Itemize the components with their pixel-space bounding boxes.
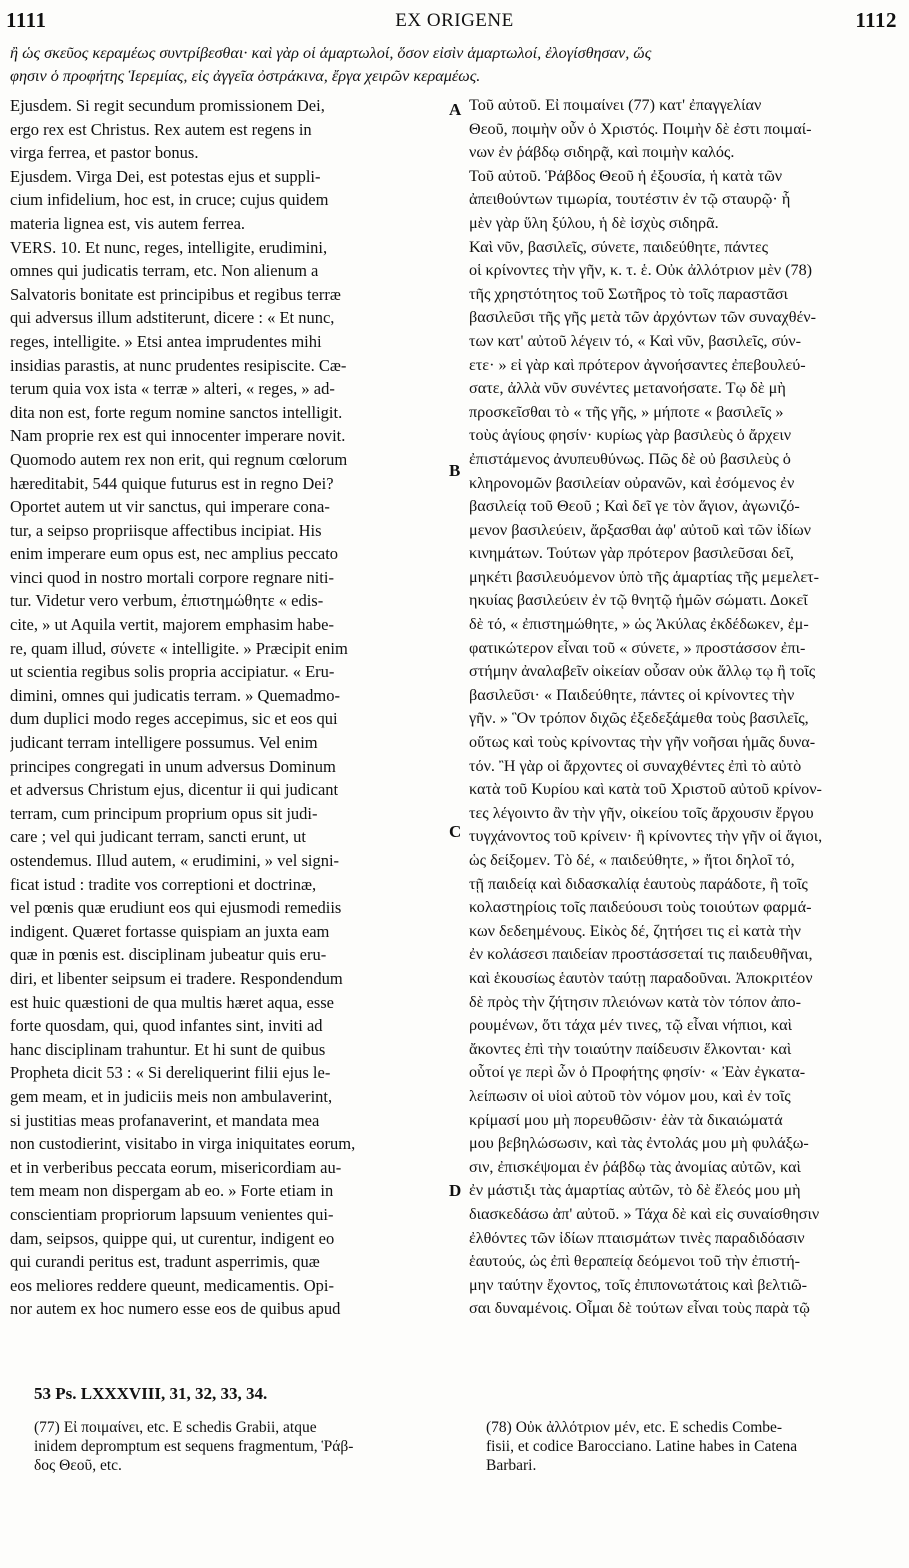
editorial-note-77 [34, 1418, 444, 1475]
text-line: Nam proprie rex est qui innocenter imperare novit. [10, 426, 346, 446]
text-line: dimini, omnes qui judicatis terram. » Quemadmo- [10, 685, 340, 705]
text-line: τῇ παιδείᾳ καὶ διδασκαλίᾳ ἑαυτοὺς παράδοτε, ἢ τοῖς [469, 874, 808, 893]
text-line: νων ἐν ῥάβδῳ σιδηρᾷ, καὶ ποιμὴν καλός. [469, 143, 735, 162]
text-line: φατικώτερον εἶναι τοῦ « σύνετε, » προστάσσον ἐπι- [469, 638, 806, 657]
text-line: judicant terram intelligere possumus. Vel enim [10, 733, 318, 753]
text-line: Salvatoris bonitate est principibus et regibus terræ [10, 284, 341, 304]
text-line: ἀπειθούντων τιμωρία, τουτέστιν ἐν τῷ σταυρῷ· ἧ [469, 190, 791, 209]
text-line: tem meam non dispergam ab eo. » Forte etiam in [10, 1181, 334, 1201]
text-line: στήμην ἀναλαβεῖν οἰκείαν οὖσαν οὐκ ἄλλῳ τῳ ἢ τοῖς [469, 662, 816, 681]
text-line: μου βεβηλώσωσιν, καὶ τὰς ἐντολάς μου μὴ φυλάξω- [469, 1134, 809, 1153]
text-line: κληρονομῶν βασιλείαν οὐρανῶν, καὶ ἐσόμενος ἐν [469, 473, 795, 492]
text-line: ἐπιστάμενος ἀνυπευθύνως. Πῶς δὲ οὐ βασιλεὺς ὁ [469, 449, 791, 468]
text-line: Θεοῦ, ποιμὴν οὖν ὁ Χριστός. Ποιμὴν δὲ ἐστι ποιμαί- [469, 119, 812, 138]
text-line: οὕτως καὶ τοὺς κρίνοντας τὴν γῆν νοῆσαι ἡμᾶς δυνα- [469, 733, 816, 752]
text-line: ἐλθόντες τῶν ἰδίων πταισμάτων τινὲς παραδιδόασιν [469, 1228, 805, 1247]
text-line: ficat istud : tradite vos correptioni et doctrinæ, [10, 874, 317, 894]
text-line: qui adversus illum adstiterunt, dicere : « Et nunc, [10, 308, 335, 328]
page-number-right: 1112 [855, 8, 897, 32]
text-line: ἐν κολάσεσι παιδείαν προστάσσεταί τις παιδευθῆναι, [469, 945, 813, 964]
text-line: cium infidelium, hoc est, in cruce; cujus quidem [10, 190, 329, 210]
note-line: δος Θεοῦ, etc. [34, 1457, 122, 1474]
text-line: ὡς δείξομεν. Τὸ δέ, « παιδεύθητε, » ἤτοι δηλοῖ τό, [469, 851, 795, 869]
text-line: quæ in pœnis est. disciplinam jubeatur quis eru- [10, 945, 327, 965]
text-line: et adversus Christum ejus, dicentur ii qui judicant [10, 780, 339, 800]
editorial-note-78 [486, 1418, 896, 1475]
text-line: γῆν. » Ὃν τρόπον διχῶς ἐξεδεξάμεθα τοὺς βασιλεῖς, [469, 709, 809, 728]
text-line: μενον βασιλεύειν, ἄρξασθαι ἀφ' αὐτοῦ καὶ τῶν ἰδίων [469, 520, 811, 539]
text-line: κινημάτων. Τούτων γὰρ πρότερον βασιλεῦσαι δεῖ, [469, 544, 794, 563]
text-line: dam, seipsos, quippe qui, ut curentur, indigent eo [10, 1228, 335, 1248]
text-line: indigent. Quæret fortasse quispiam an juxta eam [10, 921, 330, 941]
text-line: virga ferrea, et pastor bonus. [10, 143, 199, 163]
text-line: τῆς χρηστότητος τοῦ Σωτῆρος τὸ τοῖς παραστᾶσι [469, 284, 788, 303]
text-line: βασιλεῦσι· « Παιδεύθητε, πάντες οἱ κρίνοντες τὴν [469, 685, 795, 704]
note-line: inidem depromptum est sequens fragmentum, Ῥάβ- [34, 1438, 354, 1455]
scripture-footnote: 53 Ps. LXXXVIII, 31, 32, 33, 34. [34, 1384, 268, 1403]
running-title: EX ORIGENE [395, 10, 514, 31]
text-line: enim imperare eum opus est, nec amplius peccato [10, 544, 339, 564]
text-line: Ejusdem. Virga Dei, est potestas ejus et suppli- [10, 166, 321, 186]
text-line: vel pœnis quæ erudiunt eos qui ejusmodi remediis [10, 898, 342, 918]
greek-column [469, 94, 894, 1321]
text-line: Oportet autem ut vir sanctus, qui imperare cona- [10, 497, 330, 517]
text-line: materia lignea est, vis autem ferrea. [10, 213, 246, 233]
text-line: οὗτοί γε περὶ ὧν ὁ Προφήτης φησίν· « Ἐὰν ἐγκατα- [469, 1063, 806, 1082]
text-line: principes congregati in unum adversus Dominum [10, 756, 336, 776]
text-line: conscientiam propriorum lapsuum venientes qui- [10, 1204, 334, 1224]
text-line: vinci quod in nostro mortali corpore regnare niti- [10, 567, 334, 587]
text-line: ρουμένων, ὅτι τάχα μέν τινες, τῷ εἶναι νήπιοι, καὶ [469, 1016, 792, 1035]
text-line: βασιλεῦσι τῆς γῆς μετὰ τῶν ἀρχόντων τῶν συναχθέν- [469, 308, 816, 327]
text-line: κων δεδεημένους. Εἰκὸς δέ, ζητήσει τις εἰ κατὰ τὴν [469, 921, 801, 940]
text-line: qui curandi peritus est, tradunt asperrimis, quæ [10, 1252, 320, 1272]
text-line: Propheta dicit 53 : « Si dereliquerint filii ejus le- [10, 1063, 331, 1083]
text-line: care ; vel qui judicant terram, sancti erunt, ut [10, 827, 306, 847]
text-line: μὲν γὰρ ὕλη ξύλου, ἡ δὲ ἰσχὺς σιδηρᾶ. [469, 213, 719, 232]
text-line: δὲ τό, « ἐπιστημώθητε, » ὡς Ἀκύλας ἐκδέδωκεν, ἐμ- [469, 615, 809, 634]
text-line: eos meliores reddere queunt, medicamentis. Opi- [10, 1275, 334, 1295]
text-line: hæreditabit, 544 quique futurus est in regno Dei? [10, 473, 334, 493]
text-line: τοὺς ἁγίους φησίν· κυρίως γὰρ βασιλεὺς ὁ ἄρχειν [469, 426, 792, 445]
text-line: σατε, ἀλλὰ νῦν συνέντες μετανοήσατε. Τῳ δὲ μὴ [469, 379, 786, 398]
text-line: μηκέτι βασιλευόμενον ὑπὸ τῆς ἁμαρτίας τῆς μεμελετ- [469, 567, 820, 586]
note-line: (78) Οὐκ ἀλλότριον μέν, etc. E schedis Combe- [486, 1419, 783, 1436]
text-line: terram, cum principum proprium opus sit judi- [10, 803, 318, 823]
text-line: et in verberibus peccata eorum, misericordiam au- [10, 1157, 342, 1177]
text-line: των κατ' αὐτοῦ λέγειν τό, « Καὶ νῦν, βασιλεῖς, σύν- [469, 331, 801, 350]
text-line: προσκεῖσθαι τὸ « τῆς γῆς, » μήποτε « βασιλεῖς » [469, 402, 784, 421]
text-line: ετε· » εἰ γὰρ καὶ πρότερον ἀγνοήσαντες ἐπεβουλεύ- [469, 355, 806, 374]
note-line: fisii, et codice Barocciano. Latine habes in Catena [486, 1438, 798, 1455]
text-line: forte quosdam, qui, quod infantes sint, inviti ad [10, 1016, 323, 1036]
text-line: tur. Videtur vero verbum, ἐπιστημώθητε « edis- [10, 591, 324, 611]
text-line: φησιν ὁ προφήτης Ἱερεμίας, εἰς ἀγγεῖα ὀστράκινα, ἔργα χειρῶν κεραμέως. [10, 67, 481, 85]
text-line: Τοῦ αὐτοῦ. Ῥάβδος Θεοῦ ἡ ἐξουσία, ἡ κατὰ τῶν [469, 166, 783, 185]
text-line: Καὶ νῦν, βασιλεῖς, σύνετε, παιδεύθητε, πάντες [469, 237, 769, 256]
text-line: hanc disciplinam trahuntur. Et hi sunt de quibus [10, 1039, 326, 1059]
text-line: Τοῦ αὐτοῦ. Εἰ ποιμαίνει (77) κατ' ἐπαγγελίαν [469, 96, 762, 114]
text-line: διασκεδάσω ἀπ' αὐτοῦ. » Τάχα δὲ καὶ εἰς συναίσθησιν [469, 1204, 820, 1223]
text-line: ηκυίας βασιλεύειν ἐν τῷ θνητῷ ἡμῶν σώματι. Δοκεῖ [469, 591, 808, 610]
text-line: dum duplici modo reges accepimus, sic et eos qui [10, 709, 338, 729]
margin-letter-b: B [449, 461, 461, 480]
text-line: τυγχάνοντος τοῦ κρίνειν· ἢ κρίνοντες τὴν γῆν οἱ ἅγιοι, [469, 827, 823, 846]
text-line: terum quia vox ista « terræ » alteri, « reges, » ad- [10, 379, 335, 399]
text-line: ostendemus. Illud autem, « erudimini, » vel signi- [10, 851, 340, 870]
text-line: gem meam, et in judiciis meis non ambulaverint, [10, 1086, 333, 1106]
greek-continuation [10, 42, 895, 88]
text-line: σαι δυναμένοις. Οἶμαι δὲ τούτων εἶναι τοὺς παρὰ τῷ [469, 1299, 810, 1318]
note-line: Barbari. [486, 1457, 537, 1474]
text-line: Quomodo autem rex non erit, qui regnum cœlorum [10, 449, 348, 469]
text-line: ἐν μάστιξι τὰς ἁμαρτίας αὐτῶν, τὸ δὲ ἔλεός μου μὴ [469, 1181, 801, 1200]
text-line: insidias parastis, at nunc prudentes resipiscite. Cæ- [10, 355, 347, 375]
text-line: ἄκοντες ἐπὶ τὴν τοιαύτην παίδευσιν ἕλκονται· καὶ [469, 1039, 792, 1058]
text-line: σιν, ἐπισκέψομαι ἐν ῥάβδῳ τὰς ἀνομίας αὐτῶν, καὶ [469, 1157, 801, 1176]
text-line: VERS. 10. Et nunc, reges, intelligite, erudimini, [10, 237, 328, 257]
text-line: λείπωσιν οἱ υἱοὶ αὐτοῦ τὸν νόμον μου, καὶ ἐν τοῖς [469, 1086, 791, 1105]
text-line: κολαστηρίοις τοῖς παιδεύουσι τοὺς τοιούτων φαρμά- [469, 898, 812, 917]
text-line: omnes qui judicatis terram, etc. Non alienum a [10, 261, 319, 281]
note-line: (77) Εἰ ποιμαίνει, etc. E schedis Grabii, atque [34, 1419, 317, 1436]
text-line: Ejusdem. Si regit secundum promissionem Dei, [10, 96, 325, 115]
page-header [0, 0, 909, 40]
text-line: καὶ ἑκουσίως ἑαυτὸν ταύτῃ παραδοῦναι. Ἀποκριτέον [469, 968, 813, 987]
text-line: est huic quæstioni de qua multis hæret aqua, esse [10, 992, 334, 1012]
text-line: μην ταύτην ἔχοντος, τοῖς ἐπιπονωτάτοις καὶ βελτιῶ- [469, 1275, 808, 1294]
text-line: κρίμασί μου μὴ πορευθῶσιν· ἐὰν τὰ δικαιώματά [469, 1110, 783, 1129]
margin-letter-c: C [449, 822, 462, 841]
margin-letter-d: D [449, 1181, 462, 1200]
text-line: βασιλείᾳ τοῦ Θεοῦ ; Καὶ δεῖ γε τὸν ἅγιον, ἀγωνιζό- [469, 497, 800, 516]
text-line: τόν. Ἢ γὰρ οἱ ἄρχοντες οἱ συναχθέντες ἐπὶ τὸ αὐτὸ [469, 756, 802, 775]
text-line: τες λέγοιντο ἂν τὴν γῆν, οἰκείου τοῖς ἄρχουσιν ἔργου [469, 803, 814, 822]
text-line: ἢ ὡς σκεῦος κεραμέως συντρίβεσθαι· καὶ γὰρ οἱ ἁμαρτωλοί, ὅσον εἰσὶν ἁμαρτωλοί, ἐλογίσθησαν, ὥς [10, 44, 652, 62]
text-line: cite, » ut Aquila vertit, majorem emphasim habe- [10, 615, 334, 635]
margin-letter-a: A [449, 100, 462, 119]
text-line: ἑαυτούς, ὡς ἐπὶ θεραπείᾳ δεόμενοι τοῦ τὴν ἐπιστή- [469, 1252, 801, 1271]
text-line: κατὰ τοῦ Κυρίου καὶ κατὰ τοῦ Χριστοῦ αὐτοῦ κρίνον- [469, 780, 822, 799]
text-line: si justitias meas profanaverint, et mandata mea [10, 1110, 320, 1130]
text-line: δὲ πρὸς τὴν ζήτησιν πλειόνων κατὰ τὸν τόπον ἀπο- [469, 992, 802, 1011]
text-line: re, quam illud, σύνετε « intelligite. » Præcipit enim [10, 638, 348, 658]
text-line: reges, intelligite. » Etsi antea imprudentes mihi [10, 331, 322, 351]
text-line: ut scientia regibus solis propria accipiatur. « Eru- [10, 662, 335, 682]
text-line: nor autem ex hoc numero esse eos de quibus apud [10, 1299, 341, 1319]
text-line: dita non est, forte regum nomine sanctos intelligit. [10, 402, 343, 422]
text-line: tur, a seipso propriisque affectibus incipiat. His [10, 520, 322, 540]
text-line: ergo rex est Christus. Rex autem est regens in [10, 119, 312, 139]
text-line: non custodierint, visitabo in virga iniquitates eorum, [10, 1134, 356, 1154]
page-number-left: 1111 [6, 8, 47, 32]
text-line: diri, et libenter seipsum ei tradere. Respondendum [10, 968, 343, 988]
text-line: οἱ κρίνοντες τὴν γῆν, κ. τ. ἑ. Οὐκ ἀλλότριον μὲν (78) [469, 261, 813, 280]
latin-column [10, 94, 435, 1321]
